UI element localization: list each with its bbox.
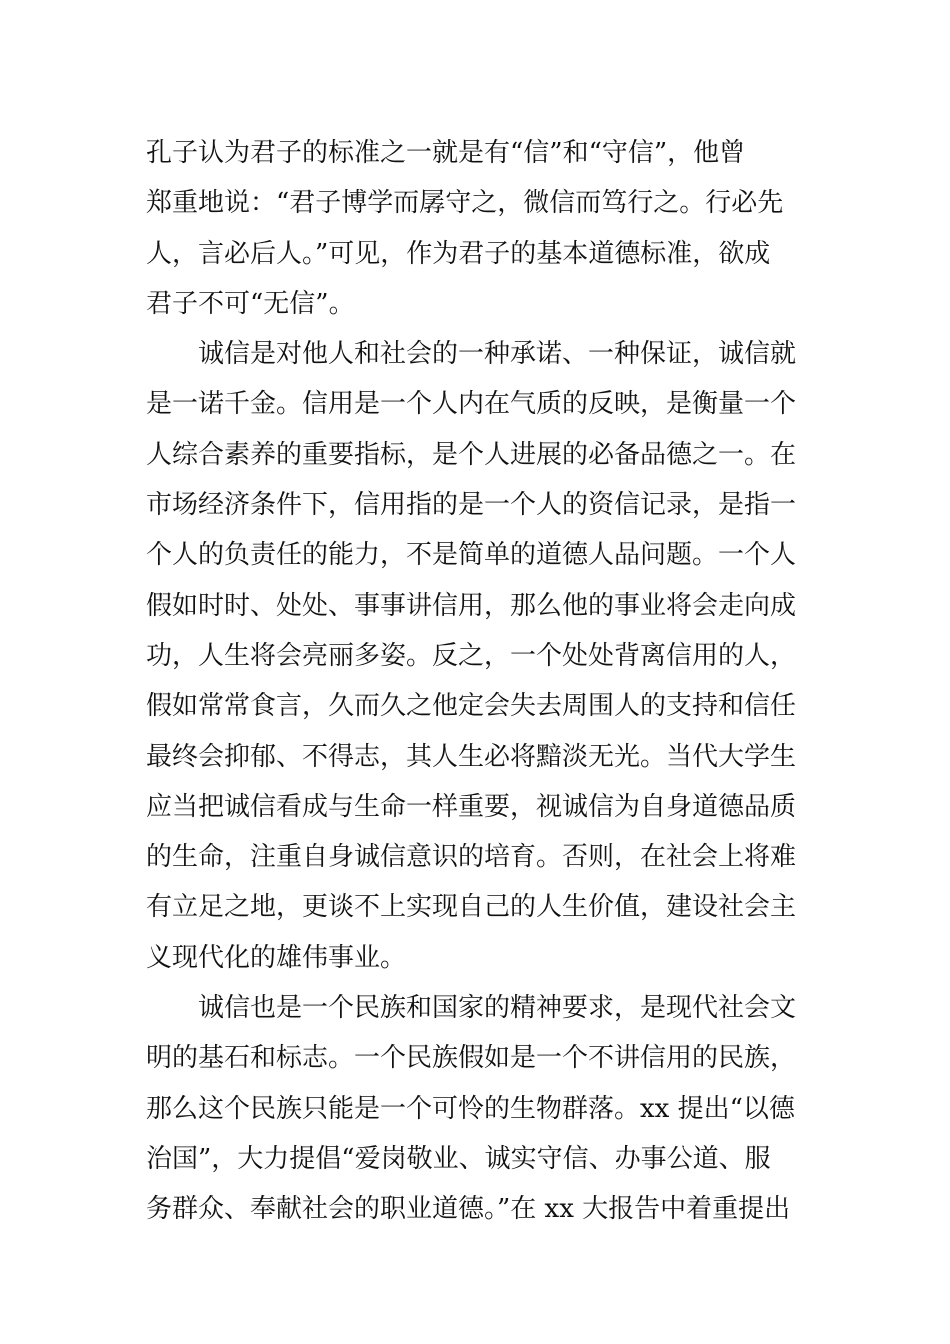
text-line: 个人的负责任的能力，不是简单的道德人品问题。一个人 bbox=[146, 540, 797, 571]
document-body bbox=[146, 128, 816, 1235]
text-line: 诚信是对他人和社会的一种承诺、一种保证，诚信就 bbox=[198, 339, 797, 370]
text-line: 务群众、奉献社会的职业道德。”在 xx 大报告中着重提出 bbox=[146, 1194, 791, 1225]
text-line: 的生命，注重自身诚信意识的培育。否则，在社会上将难 bbox=[146, 842, 797, 873]
text-line: 人，言必后人。”可见，作为君子的基本道德标准，欲成 bbox=[146, 238, 771, 269]
text-line: 治国”，大力提倡“爱岗敬业、诚实守信、办事公道、服 bbox=[146, 1143, 771, 1174]
text-line: 假如时时、处处、事事讲信用，那么他的事业将会走向成 bbox=[146, 590, 797, 621]
text-line: 市场经济条件下，信用指的是一个人的资信记录，是指一 bbox=[146, 490, 797, 521]
text-line: 那么这个民族只能是一个可怜的生物群落。xx 提出“以德 bbox=[146, 1093, 795, 1124]
text-line: 最终会抑郁、不得志，其人生必将黯淡无光。当代大学生 bbox=[146, 741, 797, 772]
text-line: 明的基石和标志。一个民族假如是一个不讲信用的民族， bbox=[146, 1043, 797, 1074]
text-line: 应当把诚信看成与生命一样重要，视诚信为自身道德品质 bbox=[146, 791, 797, 822]
text-line: 孔子认为君子的标准之一就是有“信”和“守信”，他曾 bbox=[146, 138, 746, 168]
paragraph bbox=[146, 329, 816, 983]
text-line: 君子不可“无信”。 bbox=[146, 288, 355, 319]
text-line: 郑重地说：“君子博学而孱守之，微信而笃行之。行必先 bbox=[146, 188, 784, 219]
text-line: 功，人生将会亮丽多姿。反之，一个处处背离信用的人， bbox=[146, 640, 797, 671]
text-line: 有立足之地，更谈不上实现自己的人生价值，建设社会主 bbox=[146, 892, 797, 923]
paragraph bbox=[146, 983, 816, 1234]
text-line: 义现代化的雄伟事业。 bbox=[146, 942, 407, 973]
text-line: 假如常常食言，久而久之他定会失去周围人的支持和信任 bbox=[146, 691, 797, 722]
text-line: 诚信也是一个民族和国家的精神要求，是现代社会文 bbox=[198, 993, 797, 1024]
text-line: 人综合素养的重要指标，是个人进展的必备品德之一。在 bbox=[146, 439, 797, 470]
text-line: 是一诺千金。信用是一个人内在气质的反映，是衡量一个 bbox=[146, 389, 797, 420]
paragraph bbox=[146, 128, 816, 329]
